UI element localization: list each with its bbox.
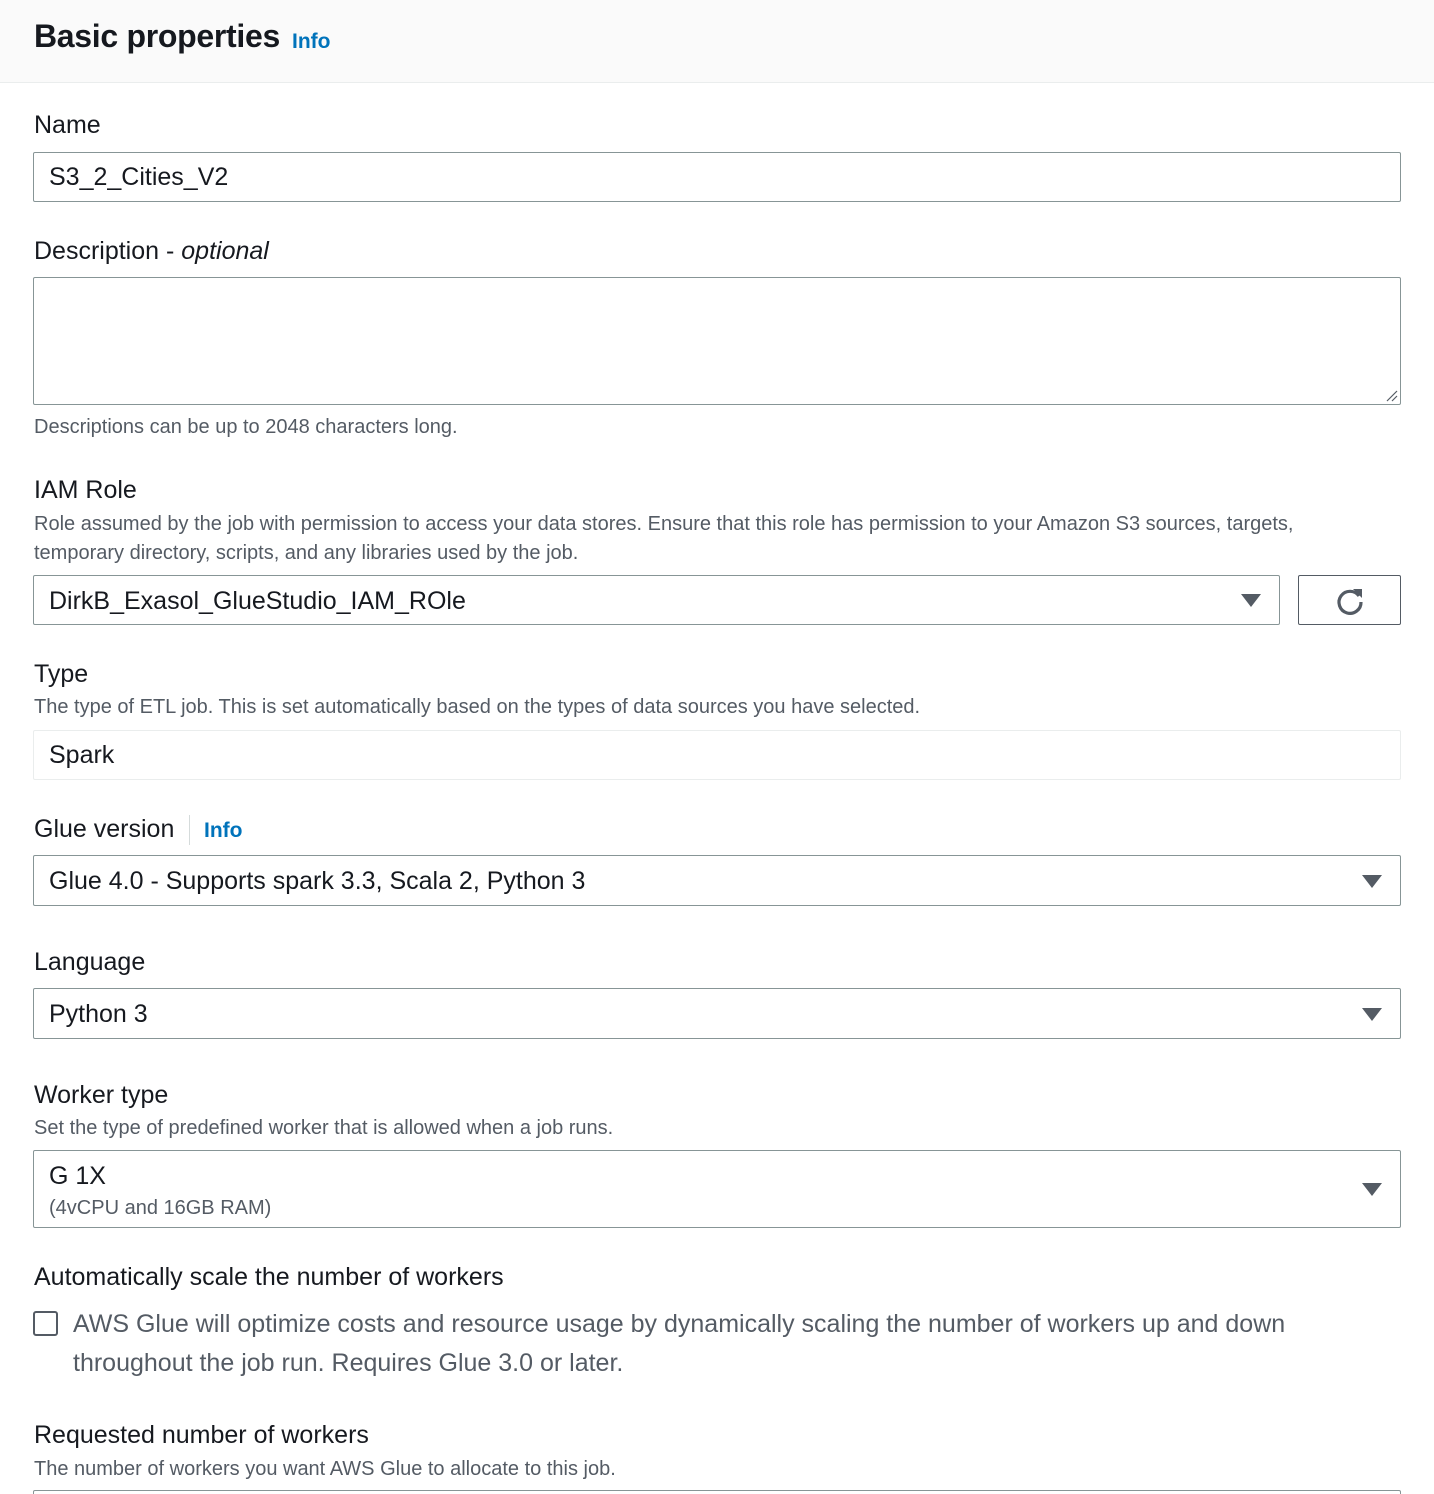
chevron-down-icon [1362, 1008, 1382, 1021]
autoscale-checkbox[interactable] [33, 1311, 58, 1336]
type-label: Type [34, 660, 89, 688]
description-optional-label: optional [181, 237, 269, 265]
requested-workers-help: The number of workers you want AWS Glue to allocate to this job. [34, 1458, 616, 1480]
autoscale-label: Automatically scale the number of workers [34, 1263, 504, 1291]
requested-workers-label: Requested number of workers [34, 1421, 369, 1449]
glue-version-value: Glue 4.0 - Supports spark 3.3, Scala 2, Python 3 [49, 867, 586, 895]
worker-type-value: G 1X [49, 1162, 106, 1190]
name-input[interactable]: S3_2_Cities_V2 [33, 152, 1401, 202]
name-label: Name [34, 111, 101, 139]
header-info-link[interactable]: Info [292, 30, 331, 53]
autoscale-checkbox-text[interactable]: AWS Glue will optimize costs and resource usage by dynamically scaling the number of workers up and down throughout the job run. Requires Glue 3.0 or later. [73, 1310, 1286, 1377]
requested-workers-input[interactable] [33, 1490, 1401, 1494]
iam-role-value: DirkB_Exasol_GlueStudio_IAM_ROle [49, 587, 466, 615]
glue-version-info-link[interactable]: Info [204, 819, 243, 842]
refresh-button[interactable] [1298, 575, 1401, 625]
iam-role-help: Role assumed by the job with permission to access your data stores. Ensure that this role has permission to your Amazon S3 sources, targets, temporary directory, scripts, and any libraries used by the job. [34, 513, 1294, 564]
worker-type-detail: (4vCPU and 16GB RAM) [49, 1197, 272, 1219]
chevron-down-icon [1241, 594, 1261, 607]
description-textarea[interactable] [33, 277, 1401, 405]
section-title: Basic properties [34, 18, 280, 54]
language-value: Python 3 [49, 1000, 148, 1028]
description-help: Descriptions can be up to 2048 characters long. [34, 416, 458, 438]
glue-version-label: Glue version [34, 815, 175, 843]
description-label [34, 237, 269, 266]
type-readonly-field: Spark [33, 730, 1401, 780]
type-help: The type of ETL job. This is set automatically based on the types of data sources you have selected. [34, 696, 921, 718]
iam-role-select[interactable] [33, 575, 1280, 625]
chevron-down-icon [1362, 1183, 1382, 1196]
refresh-icon [1334, 585, 1366, 617]
description-label-text: Description - [34, 237, 182, 265]
glue-version-select[interactable] [33, 855, 1401, 906]
iam-role-label: IAM Role [34, 476, 137, 504]
language-select[interactable] [33, 988, 1401, 1039]
worker-type-select[interactable] [33, 1150, 1401, 1228]
section-header [0, 0, 1434, 83]
worker-type-help: Set the type of predefined worker that is allowed when a job runs. [34, 1117, 614, 1139]
chevron-down-icon [1362, 875, 1382, 888]
language-label: Language [34, 948, 146, 976]
label-divider [189, 815, 190, 845]
resize-grip-icon[interactable] [1384, 388, 1398, 402]
worker-type-label: Worker type [34, 1081, 169, 1109]
